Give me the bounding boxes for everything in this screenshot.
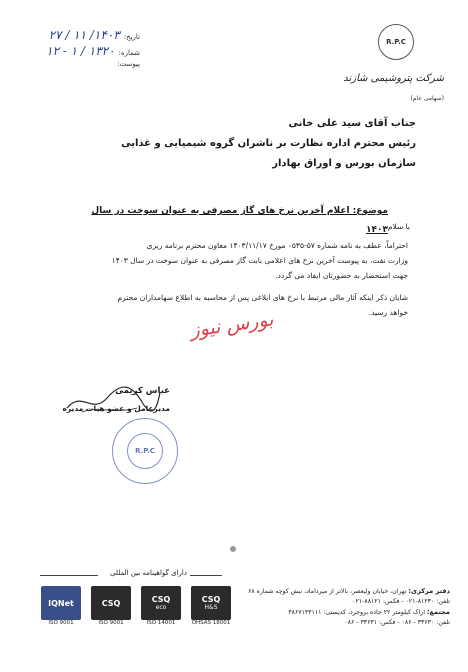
cert-top: CSQ <box>101 598 121 608</box>
header-meta <box>20 28 140 74</box>
body-line: احتراماً، عطف به نامه شماره ۵۷-۰۵۳۵ مورخ ۱۴۰۳/۱۱/۱۷ معاون محترم برنامه ریزی <box>146 241 408 250</box>
attachment-label: پیوست: <box>117 60 140 68</box>
cert-top: CSQ <box>151 595 171 604</box>
cert-iqnet <box>38 586 84 626</box>
cert-badges <box>38 586 234 626</box>
body-line: شایان ذکر اینکه آثار مالی مرتبط با نرخ های ابلاغی پس از محاسبه به اطلاع سهامداران محترم <box>117 293 408 302</box>
address-block <box>230 586 450 628</box>
company-seal <box>112 418 178 484</box>
cert-top: IQNet <box>48 598 74 608</box>
logo-emblem <box>378 24 414 60</box>
cert-caption: ISO 9001 <box>98 620 124 626</box>
plant-address: اراک کیلومتر ۲۲ جاده بروجرد، کدپستی: ۳۸۶۷۱۴۳۱۱۱ <box>288 609 425 616</box>
signatory-name: عباس کریمی <box>115 386 170 396</box>
cert-csq-9001 <box>88 586 134 626</box>
cert-caption: OHSAS 18001 <box>191 620 231 626</box>
cert-top: CSQ <box>201 595 221 604</box>
date-label: تاریخ: <box>123 33 140 41</box>
number-row <box>20 44 140 60</box>
cert-title: دارای گواهینامه بین المللی <box>98 569 190 577</box>
body-line: وزارت نفت، به پیوست آخرین نرخ های اعلامی بابت گاز مصرفی به عنوان سوخت در سال ۱۴۰۳ <box>111 256 408 265</box>
handwritten-signature <box>62 380 162 420</box>
attachment-row <box>20 60 140 74</box>
plant-phone: تلفن: ۳۳۶۳۰ - ۰۸۶ - فکس: ۳۳۶۳۱ - ۰۸۶ <box>344 619 450 626</box>
company-name: شرکت پتروشیمی شازند <box>343 73 444 84</box>
subject: موضوع: اعلام آخرین نرخ های گاز مصرفی به عنوان سوخت در سال ۱۴۰۳ <box>91 206 388 235</box>
csq-eco-badge <box>141 586 181 620</box>
recipient-block <box>80 118 416 178</box>
cert-bottom: H&S <box>204 604 218 611</box>
signatory-title: مدیرعامل و عضو هیات مدیره <box>62 404 170 413</box>
hq-address: تهران، خیابان ولیعصر، بالاتر از میرداماد، نبش کوچه شماره ۶۸ <box>247 588 407 595</box>
greeting: با سلام، <box>385 222 410 231</box>
hq-label: دفتر مرکزی: <box>408 587 450 595</box>
plant-label: مجتمع: <box>426 608 450 616</box>
company-type: (سهامی عام) <box>410 95 444 102</box>
csq-hs-badge <box>191 586 231 620</box>
csq-badge <box>91 586 131 620</box>
cert-caption: ISO 9001 <box>48 620 74 626</box>
iqnet-badge <box>41 586 81 620</box>
seal-center: R.P.C <box>127 433 163 469</box>
cert-csq-14001 <box>138 586 184 626</box>
number-value: ۱۳۲۰ / ۱ - ۱۲ <box>46 44 115 58</box>
body-line: خواهد رسید. <box>368 308 408 317</box>
logo-abbr: R.P.C <box>386 38 406 46</box>
plant-address-line <box>230 607 450 618</box>
body-paragraph-1 <box>58 238 408 283</box>
punch-mark <box>230 546 236 552</box>
recipient-name: جناب آقای سید علی خانی <box>288 118 416 129</box>
number-label: شماره: <box>118 49 140 57</box>
hq-phone: تلفن: ۸۱۲۳۰-۰۲۱ - فکس: ۸۸۱۲۱-۰۲۱ <box>352 598 450 605</box>
hq-address-line <box>230 586 450 597</box>
company-logo <box>378 24 414 60</box>
bourse-news-stamp: بورس نیوز <box>188 308 275 342</box>
body-line: جهت استحضار به حضورتان ایفاد می گردد. <box>275 271 408 280</box>
recipient-org: سازمان بورس و اوراق بهادار <box>272 158 416 169</box>
date-value: ۱۴۰۳/ ۱۱ / ۲۷ <box>48 28 120 42</box>
recipient-title: رئیس محترم اداره نظارت بر ناشران گروه شیمیایی و غذایی <box>121 138 416 149</box>
cert-csq-18001 <box>188 586 234 626</box>
cert-caption: ISO 14001 <box>146 620 176 626</box>
date-row <box>20 28 140 44</box>
cert-bottom: eco <box>155 604 167 611</box>
company-name-block <box>340 66 444 104</box>
